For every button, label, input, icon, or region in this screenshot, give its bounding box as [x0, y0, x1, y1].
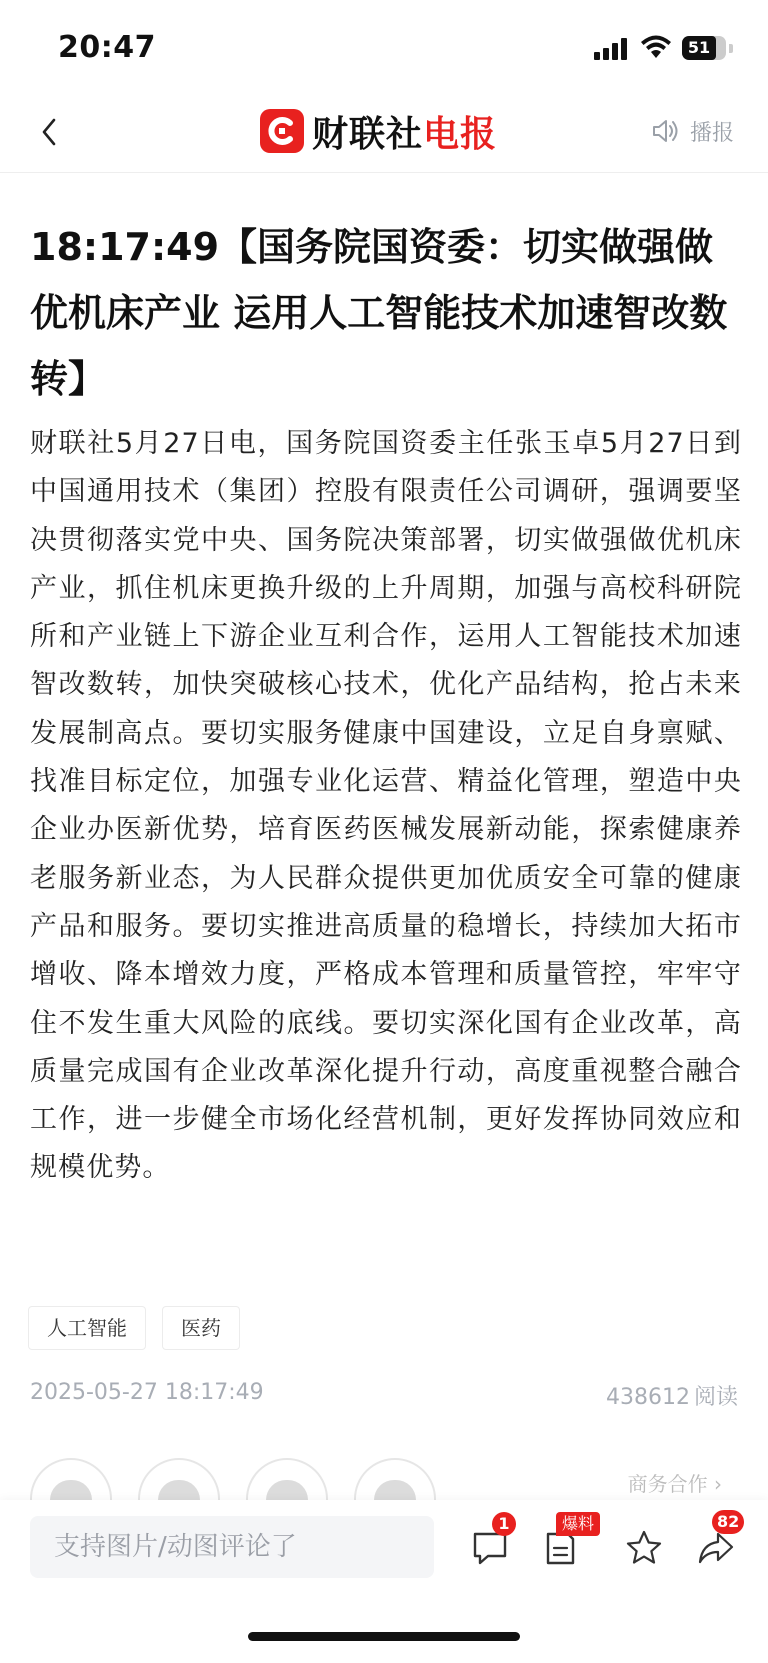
nav-bar — [0, 92, 768, 173]
share-moments-button[interactable] — [138, 1458, 220, 1500]
cellular-signal-icon — [594, 38, 628, 60]
share-qq-button[interactable] — [246, 1458, 328, 1500]
read-count-label: 阅读 — [693, 1385, 738, 1410]
share-row — [30, 1458, 768, 1500]
wechat-icon — [50, 1480, 92, 1500]
moments-icon — [158, 1480, 200, 1500]
comment-count-badge: 1 — [492, 1512, 516, 1536]
article-headline: 18:17:49【国务院国资委：切实做强做优机床产业 运用人工智能技术加速智改数转】 — [30, 225, 728, 401]
report-badge: 爆料 — [556, 1512, 600, 1536]
speaker-icon — [650, 116, 680, 146]
logo-c-icon — [260, 109, 304, 153]
business-link[interactable]: 商务合作 › — [627, 1472, 722, 1496]
status-time: 20:47 — [58, 30, 156, 65]
publish-date: 2025-05-27 18:17:49 — [30, 1380, 264, 1405]
broadcast-label: 播报 — [690, 120, 735, 146]
share-wechat-button[interactable] — [30, 1458, 112, 1500]
battery-tip — [729, 44, 733, 53]
broadcast-button[interactable] — [650, 114, 734, 148]
read-count-number: 438612 — [606, 1385, 690, 1410]
app-logo — [260, 106, 497, 156]
share-weibo-button[interactable] — [354, 1458, 436, 1500]
logo-text-main: 财联社 — [312, 113, 424, 155]
home-indicator — [248, 1632, 520, 1641]
article-body: 财联社5月27日电，国务院国资委主任张玉卓5月27日到中国通用技术（集团）控股有限责任公司调研，强调要坚决贯彻落实党中央、国务院决策部署，切实做强做优机床产业，抓住机床更换升级的上升周期，加强与高校科研院所和产业链上下游企业互利合作，运用人工智能技术加速智改数转，加快突破核心技术，优化产品结构，抢占未来发展制高点。要切实服务健康中国建设，立足自身禀赋、找准目标定位，加强专业化运营、精益化管理，塑造中央企业办医新优势，培育医药医械发展新动能，探索健康养老服务新业态，为人民群众提供更加优质安全可靠的健康产品和服务。要切实推进高质量的稳增长，持续加大拓市增收、降本增效力度，严格成本管理和质量管控，牢牢守住不发生重大风险的底线。要切实深化国有企业改革，高质量完成国有企业改革深化提升行动，高度重视整合融合工作，进一步健全市场化经营机制，更好发挥协同效应和规模优势。 — [30, 428, 742, 1184]
battery-level: 51 — [687, 38, 711, 57]
status-bar — [0, 0, 768, 92]
star-icon[interactable] — [624, 1528, 664, 1568]
logo-text-accent: 电报 — [423, 113, 498, 155]
qq-icon — [266, 1480, 308, 1500]
back-icon[interactable] — [36, 112, 62, 152]
share-count-badge: 82 — [712, 1510, 744, 1534]
share-icon[interactable] — [696, 1528, 736, 1568]
logo-text — [312, 106, 497, 157]
tag-ai[interactable]: 人工智能 — [28, 1306, 146, 1350]
tag-list — [28, 1306, 256, 1350]
read-count — [602, 1380, 738, 1411]
comment-input[interactable] — [30, 1516, 434, 1578]
weibo-icon — [374, 1480, 416, 1500]
battery-icon — [682, 36, 726, 60]
wifi-icon — [640, 34, 672, 60]
tag-medicine[interactable]: 医药 — [162, 1306, 240, 1350]
